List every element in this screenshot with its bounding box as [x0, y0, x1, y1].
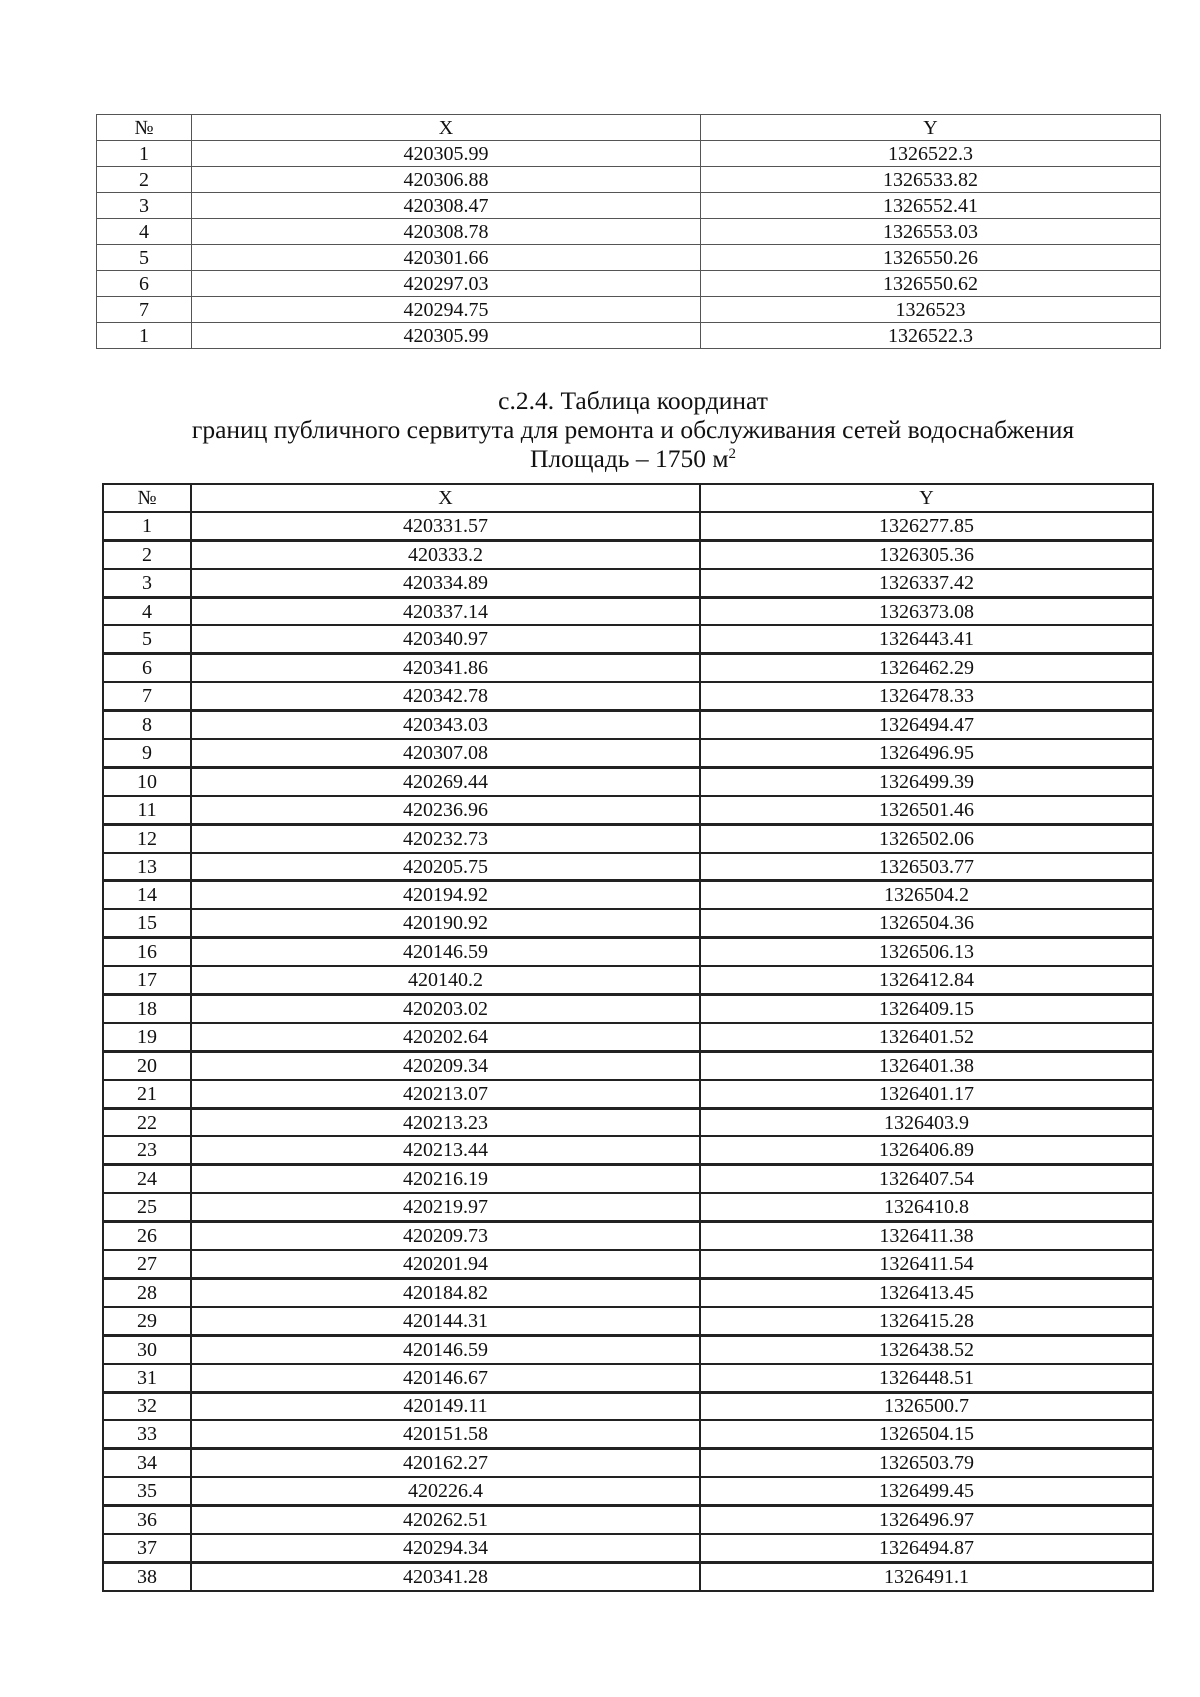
- cell-y: 1326494.47: [700, 711, 1153, 739]
- cell-y: 1326409.15: [700, 995, 1153, 1023]
- cell-number: 7: [103, 682, 191, 710]
- table-row: [97, 141, 1161, 167]
- cell-number: 33: [103, 1420, 191, 1448]
- cell-y: 1326503.79: [700, 1449, 1153, 1477]
- table-row: [97, 323, 1161, 349]
- cell-number: 25: [103, 1193, 191, 1221]
- cell-number: 6: [97, 271, 192, 297]
- cell-x: 420144.31: [191, 1307, 700, 1335]
- area-label: Площадь – 1750 м: [530, 444, 729, 473]
- cell-y: 1326496.95: [700, 739, 1153, 767]
- table-row: [103, 853, 1153, 881]
- cell-y: 1326550.26: [701, 245, 1161, 271]
- cell-number: 26: [103, 1222, 191, 1250]
- cell-x: 420146.67: [191, 1364, 700, 1392]
- table-row: [97, 193, 1161, 219]
- cell-x: 420151.58: [191, 1420, 700, 1448]
- table-header-row: [103, 484, 1153, 512]
- cell-y: 1326494.87: [700, 1534, 1153, 1562]
- cell-x: 420337.14: [191, 597, 700, 625]
- cell-x: 420294.34: [191, 1534, 700, 1562]
- cell-number: 17: [103, 966, 191, 994]
- cell-number: 7: [97, 297, 192, 323]
- table-row: [103, 1051, 1153, 1079]
- cell-number: 37: [103, 1534, 191, 1562]
- cell-y: 1326496.97: [700, 1506, 1153, 1534]
- cell-number: 28: [103, 1278, 191, 1306]
- cell-x: 420201.94: [191, 1250, 700, 1278]
- section-heading: [0, 386, 1200, 473]
- table-row: [103, 1307, 1153, 1335]
- table-row: [103, 625, 1153, 653]
- table-row: [103, 938, 1153, 966]
- cell-y: 1326550.62: [701, 271, 1161, 297]
- table-row: [103, 796, 1153, 824]
- cell-x: 420262.51: [191, 1506, 700, 1534]
- table-row: [103, 1420, 1153, 1448]
- cell-number: 14: [103, 881, 191, 909]
- cell-x: 420308.47: [192, 193, 701, 219]
- cell-y: 1326552.41: [701, 193, 1161, 219]
- cell-number: 2: [103, 540, 191, 568]
- cell-x: 420342.78: [191, 682, 700, 710]
- cell-x: 420184.82: [191, 1278, 700, 1306]
- table-row: [103, 1534, 1153, 1562]
- cell-number: 10: [103, 767, 191, 795]
- cell-y: 1326412.84: [700, 966, 1153, 994]
- cell-y: 1326533.82: [701, 167, 1161, 193]
- cell-number: 4: [103, 597, 191, 625]
- cell-number: 31: [103, 1364, 191, 1392]
- cell-y: 1326337.42: [700, 569, 1153, 597]
- cell-y: 1326522.3: [701, 323, 1161, 349]
- cell-x: 420341.28: [191, 1562, 700, 1590]
- cell-x: 420213.44: [191, 1136, 700, 1164]
- cell-y: 1326504.15: [700, 1420, 1153, 1448]
- cell-y: 1326523: [701, 297, 1161, 323]
- cell-y: 1326506.13: [700, 938, 1153, 966]
- cell-y: 1326438.52: [700, 1335, 1153, 1363]
- cell-y: 1326415.28: [700, 1307, 1153, 1335]
- table-row: [103, 739, 1153, 767]
- cell-number: 1: [97, 141, 192, 167]
- cell-y: 1326401.17: [700, 1080, 1153, 1108]
- cell-y: 1326478.33: [700, 682, 1153, 710]
- cell-y: 1326406.89: [700, 1136, 1153, 1164]
- cell-x: 420209.73: [191, 1222, 700, 1250]
- cell-x: 420213.07: [191, 1080, 700, 1108]
- cell-number: 18: [103, 995, 191, 1023]
- cell-number: 12: [103, 824, 191, 852]
- cell-y: 1326277.85: [700, 512, 1153, 540]
- table-row: [103, 1278, 1153, 1306]
- table-row: [103, 1250, 1153, 1278]
- cell-y: 1326443.41: [700, 625, 1153, 653]
- cell-x: 420308.78: [192, 219, 701, 245]
- cell-x: 420343.03: [191, 711, 700, 739]
- cell-x: 420269.44: [191, 767, 700, 795]
- table-row: [97, 245, 1161, 271]
- table-row: [103, 682, 1153, 710]
- cell-y: 1326503.77: [700, 853, 1153, 881]
- table-row: [103, 1506, 1153, 1534]
- cell-x: 420162.27: [191, 1449, 700, 1477]
- cell-y: 1326504.36: [700, 909, 1153, 937]
- cell-number: 5: [97, 245, 192, 271]
- cell-x: 420236.96: [191, 796, 700, 824]
- table-row: [103, 1335, 1153, 1363]
- cell-x: 420341.86: [191, 654, 700, 682]
- table-row: [103, 824, 1153, 852]
- cell-y: 1326413.45: [700, 1278, 1153, 1306]
- cell-number: 1: [103, 512, 191, 540]
- cell-x: 420333.2: [191, 540, 700, 568]
- table-row: [103, 1364, 1153, 1392]
- table-row: [103, 909, 1153, 937]
- table-row: [103, 1165, 1153, 1193]
- cell-y: 1326501.46: [700, 796, 1153, 824]
- cell-number: 1: [97, 323, 192, 349]
- coordinates-table-previous: [96, 114, 1161, 349]
- table-row: [103, 881, 1153, 909]
- table-row: [103, 711, 1153, 739]
- cell-y: 1326448.51: [700, 1364, 1153, 1392]
- cell-y: 1326373.08: [700, 597, 1153, 625]
- header-x: X: [192, 115, 701, 141]
- cell-y: 1326502.06: [700, 824, 1153, 852]
- cell-number: 3: [97, 193, 192, 219]
- cell-x: 420202.64: [191, 1023, 700, 1051]
- cell-x: 420294.75: [192, 297, 701, 323]
- cell-x: 420194.92: [191, 881, 700, 909]
- cell-y: 1326553.03: [701, 219, 1161, 245]
- cell-x: 420209.34: [191, 1051, 700, 1079]
- cell-number: 20: [103, 1051, 191, 1079]
- cell-y: 1326499.39: [700, 767, 1153, 795]
- cell-number: 30: [103, 1335, 191, 1363]
- table-row: [103, 654, 1153, 682]
- table-body: [97, 141, 1161, 349]
- cell-x: 420146.59: [191, 1335, 700, 1363]
- cell-number: 29: [103, 1307, 191, 1335]
- cell-number: 32: [103, 1392, 191, 1420]
- cell-x: 420334.89: [191, 569, 700, 597]
- cell-number: 13: [103, 853, 191, 881]
- cell-x: 420190.92: [191, 909, 700, 937]
- table-row: [103, 767, 1153, 795]
- cell-y: 1326407.54: [700, 1165, 1153, 1193]
- cell-x: 420305.99: [192, 323, 701, 349]
- cell-x: 420146.59: [191, 938, 700, 966]
- cell-y: 1326500.7: [700, 1392, 1153, 1420]
- cell-x: 420331.57: [191, 512, 700, 540]
- table-row: [103, 597, 1153, 625]
- cell-y: 1326411.54: [700, 1250, 1153, 1278]
- cell-y: 1326499.45: [700, 1477, 1153, 1505]
- cell-number: 27: [103, 1250, 191, 1278]
- cell-number: 23: [103, 1136, 191, 1164]
- cell-y: 1326411.38: [700, 1222, 1153, 1250]
- cell-x: 420232.73: [191, 824, 700, 852]
- cell-x: 420297.03: [192, 271, 701, 297]
- cell-number: 8: [103, 711, 191, 739]
- cell-y: 1326504.2: [700, 881, 1153, 909]
- cell-y: 1326410.8: [700, 1193, 1153, 1221]
- cell-x: 420205.75: [191, 853, 700, 881]
- cell-x: 420307.08: [191, 739, 700, 767]
- table-row: [97, 271, 1161, 297]
- cell-x: 420219.97: [191, 1193, 700, 1221]
- cell-number: 36: [103, 1506, 191, 1534]
- table-row: [103, 1136, 1153, 1164]
- cell-number: 9: [103, 739, 191, 767]
- cell-number: 4: [97, 219, 192, 245]
- cell-x: 420149.11: [191, 1392, 700, 1420]
- cell-number: 24: [103, 1165, 191, 1193]
- header-number: №: [97, 115, 192, 141]
- cell-number: 11: [103, 796, 191, 824]
- header-x: X: [191, 484, 700, 512]
- cell-y: 1326491.1: [700, 1562, 1153, 1590]
- table-header-row: [97, 115, 1161, 141]
- cell-x: 420305.99: [192, 141, 701, 167]
- header-y: Y: [701, 115, 1161, 141]
- cell-number: 16: [103, 938, 191, 966]
- table-body: [103, 512, 1153, 1591]
- cell-x: 420140.2: [191, 966, 700, 994]
- cell-y: 1326522.3: [701, 141, 1161, 167]
- table-row: [97, 297, 1161, 323]
- cell-number: 2: [97, 167, 192, 193]
- cell-x: 420306.88: [192, 167, 701, 193]
- cell-x: 420301.66: [192, 245, 701, 271]
- table-row: [103, 1449, 1153, 1477]
- table-row: [103, 966, 1153, 994]
- cell-y: 1326401.38: [700, 1051, 1153, 1079]
- cell-number: 19: [103, 1023, 191, 1051]
- cell-number: 15: [103, 909, 191, 937]
- cell-number: 6: [103, 654, 191, 682]
- cell-y: 1326305.36: [700, 540, 1153, 568]
- table-row: [103, 1108, 1153, 1136]
- section-title: с.2.4. Таблица координат: [498, 386, 768, 415]
- cell-x: 420340.97: [191, 625, 700, 653]
- table-row: [103, 1080, 1153, 1108]
- cell-number: 34: [103, 1449, 191, 1477]
- table-row: [103, 1477, 1153, 1505]
- table-row: [103, 512, 1153, 540]
- table-row: [97, 219, 1161, 245]
- area-line: [0, 444, 1200, 473]
- table-row: [103, 1562, 1153, 1590]
- header-number: №: [103, 484, 191, 512]
- cell-y: 1326462.29: [700, 654, 1153, 682]
- table-row: [103, 1222, 1153, 1250]
- cell-number: 38: [103, 1562, 191, 1590]
- cell-x: 420203.02: [191, 995, 700, 1023]
- area-unit-superscript: 2: [728, 446, 736, 462]
- cell-number: 5: [103, 625, 191, 653]
- cell-number: 22: [103, 1108, 191, 1136]
- table-row: [103, 1193, 1153, 1221]
- cell-number: 3: [103, 569, 191, 597]
- coordinates-table-water-supply: [102, 483, 1154, 1592]
- table-row: [103, 1392, 1153, 1420]
- cell-number: 35: [103, 1477, 191, 1505]
- table-row: [103, 1023, 1153, 1051]
- section-subtitle: границ публичного сервитута для ремонта и обслуживания сетей водоснабжения: [191, 415, 1075, 444]
- table-row: [103, 540, 1153, 568]
- table-row: [103, 569, 1153, 597]
- header-y: Y: [700, 484, 1153, 512]
- table-row: [103, 995, 1153, 1023]
- table-row: [97, 167, 1161, 193]
- cell-number: 21: [103, 1080, 191, 1108]
- cell-y: 1326401.52: [700, 1023, 1153, 1051]
- cell-x: 420216.19: [191, 1165, 700, 1193]
- cell-x: 420213.23: [191, 1108, 700, 1136]
- cell-x: 420226.4: [191, 1477, 700, 1505]
- cell-y: 1326403.9: [700, 1108, 1153, 1136]
